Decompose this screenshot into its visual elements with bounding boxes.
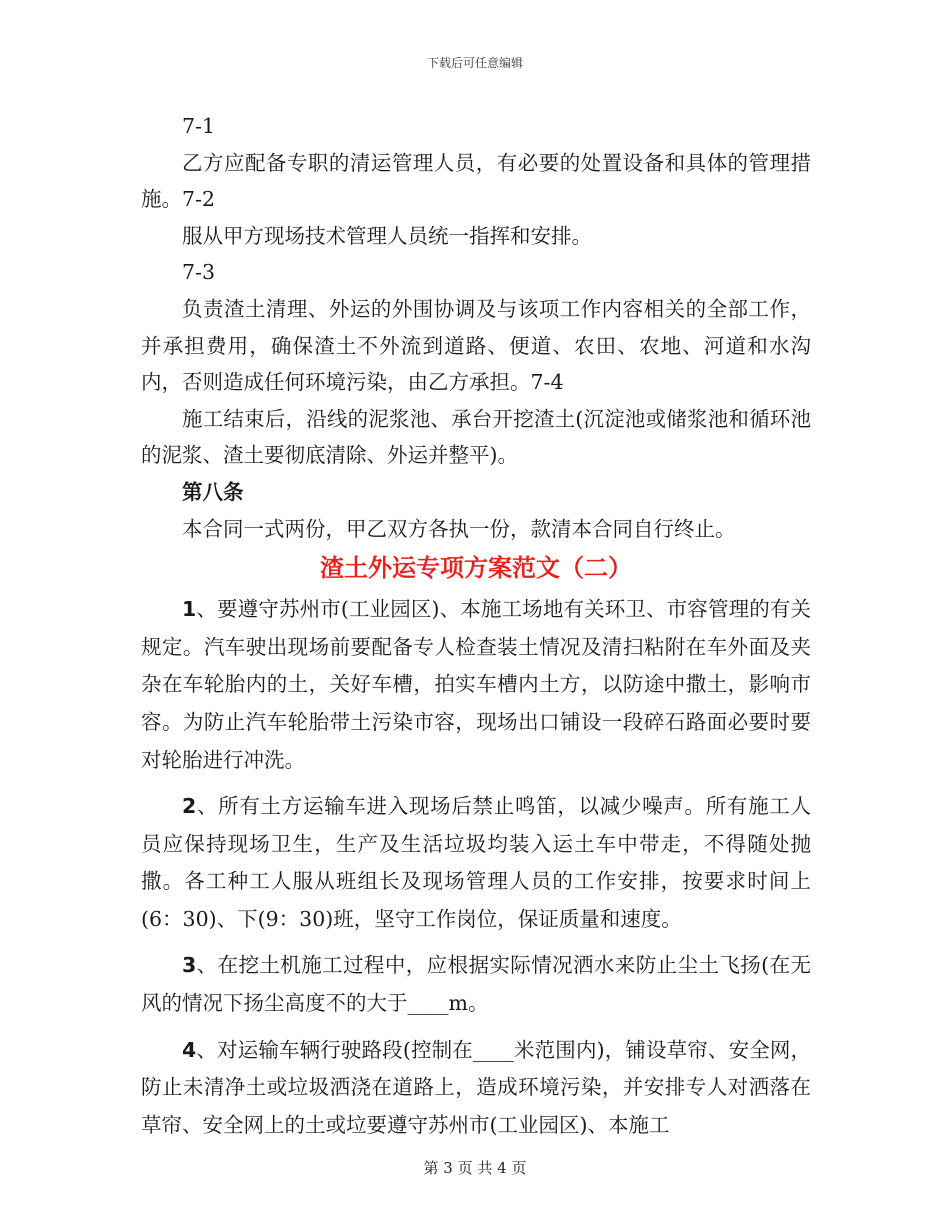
item-text: 、在挖土机施工过程中，应根据实际情况洒水来防止尘土飞扬(在无风的情况下扬尘高度不的大于____m。	[141, 953, 811, 1016]
item-text: 、要遵守苏州市(工业园区)、本施工场地有关环卫、市容管理的有关规定。汽车驶出现场前要配备专人检查装土情况及清扫粘附在车外面及夹杂在车轮胎内的土，关好车槽，拍实车槽内土方，以防途中撒土，影响市容。为防止汽车轮胎带土污染市容，现场出口铺设一段碎石路面必要时要对轮胎进行冲洗。	[141, 597, 811, 772]
item-number: 3	[182, 953, 197, 978]
list-item	[141, 591, 811, 779]
item-number: 4	[182, 1037, 197, 1062]
contract-paragraph: 负责渣土清理、外运的外围协调及与该项工作内容相关的全部工作，并承担费用，确保渣土不外流到道路、便道、农田、农地、河道和水沟内，否则造成任何环境污染，由乙方承担。7-4	[141, 296, 811, 395]
contract-paragraph: 7-1	[182, 114, 216, 138]
item-text: 、对运输车辆行驶路段(控制在____米范围内)，铺设草帘、安全网，防止未清净土或垃圾洒浇在道路上，造成环境污染，并安排专人对洒落在草帘、安全网上的土或垃要遵守苏州市(工业园区)、本施工	[141, 1037, 811, 1137]
list-item	[141, 788, 811, 938]
article-heading: 第八条	[182, 479, 244, 504]
contract-paragraph: 本合同一式两份，甲乙双方各执一份，款清本合同自行终止。	[182, 516, 736, 541]
contract-paragraph: 乙方应配备专职的清运管理人员，有必要的处置设备和具体的管理措施。7-2	[141, 150, 811, 212]
item-number: 1	[182, 597, 197, 622]
page-footer: 第 3 页 共 4 页	[423, 1159, 527, 1177]
list-item	[141, 1032, 811, 1145]
document-body	[141, 108, 811, 1153]
contract-paragraph: 服从甲方现场技术管理人员统一指挥和安排。	[182, 223, 592, 248]
page-header: 下载后可任意编辑	[426, 56, 523, 70]
contract-paragraph: 7-3	[182, 260, 216, 285]
item-text: 、所有土方运输车进入现场后禁止鸣笛，以减少噪声。所有施工人员应保持现场卫生，生产及生活垃圾均装入运土车中带走，不得随处抛撒。各工种工人服从班组长及现场管理人员的工作安排，按要求时间上(6：30)、下(9：30)班，坚守工作岗位，保证质量和速度。	[141, 794, 811, 931]
item-number: 2	[182, 794, 197, 819]
contract-paragraph: 施工结束后，沿线的泥浆池、承台开挖渣土(沉淀池或储浆池和循环池的泥浆、渣土要彻底清除、外运并整平)。	[141, 406, 811, 468]
list-item	[141, 947, 811, 1022]
section-title: 渣土外运专项方案范文（二）	[320, 554, 632, 583]
